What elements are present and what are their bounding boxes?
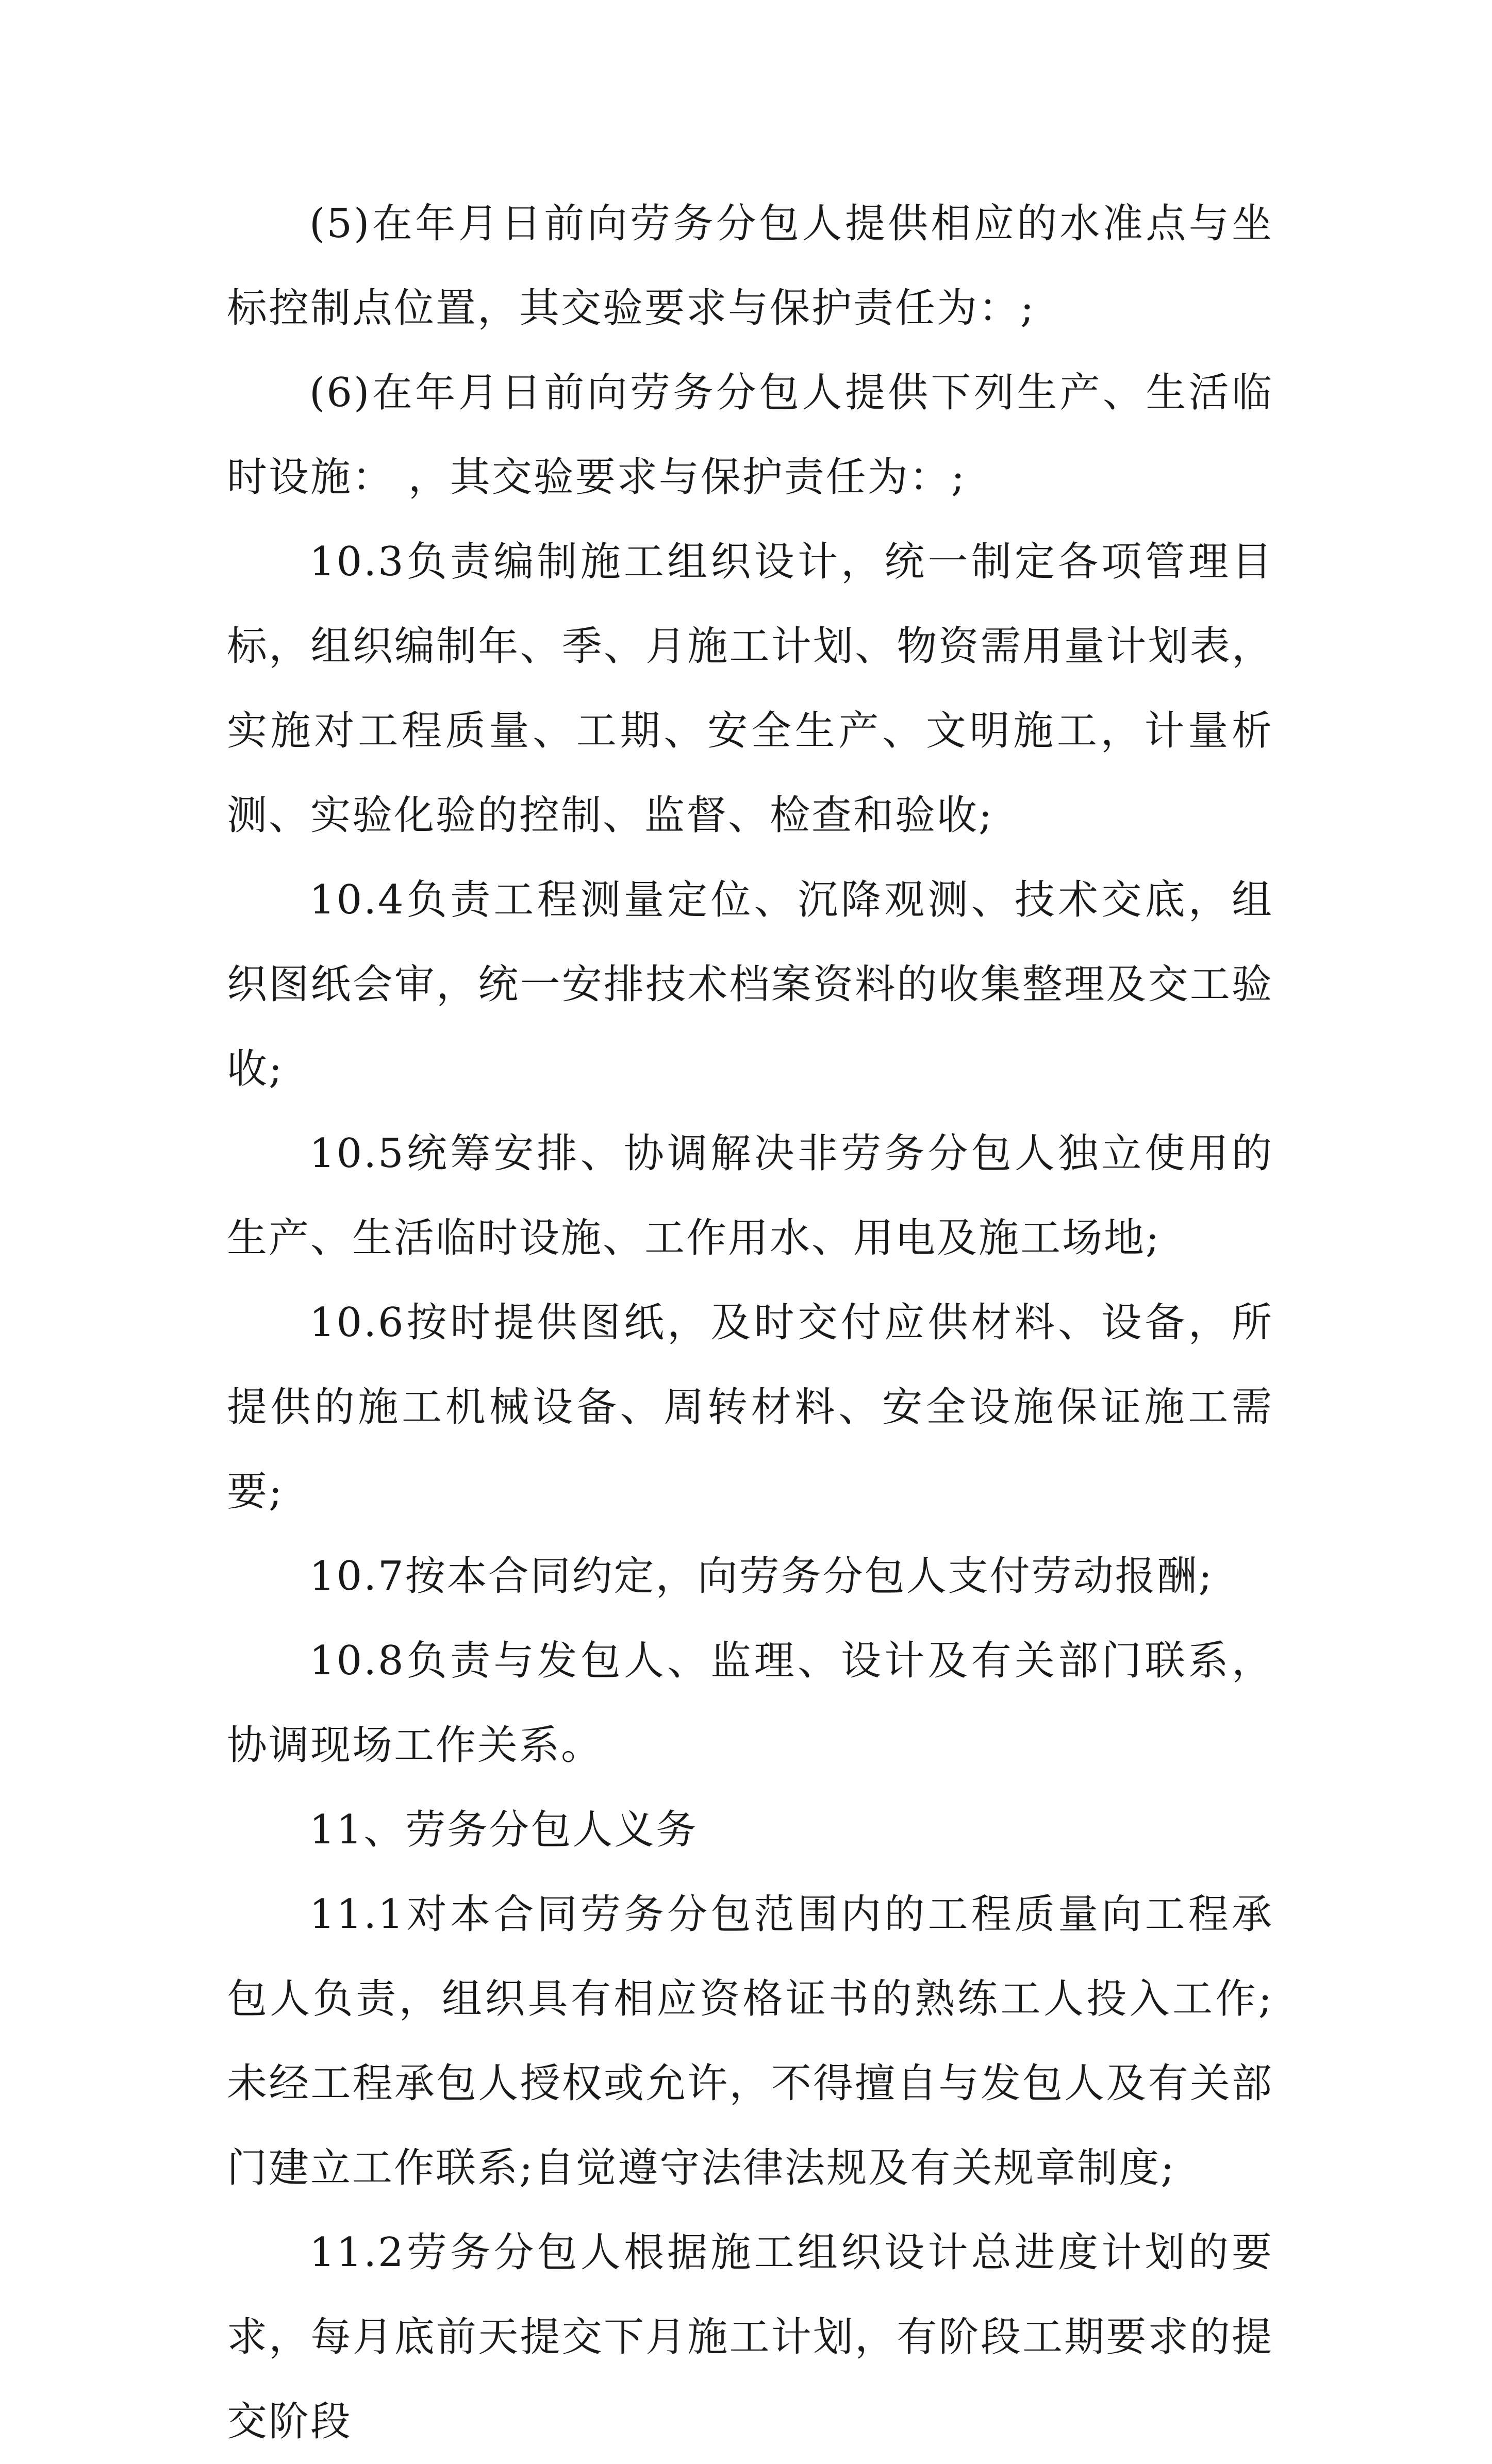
paragraph-10-6: 10.6按时提供图纸，及时交付应供材料、设备，所提供的施工机械设备、周转材料、安全设施保证施工需要; (227, 1300, 1273, 1515)
paragraph-5: (5)在年月日前向劳务分包人提供相应的水准点与坐标控制点位置，其交验要求与保护责任为：; (227, 201, 1273, 331)
paragraph-10-3: 10.3负责编制施工组织设计，统一制定各项管理目标，组织编制年、季、月施工计划、物资需用量计划表，实施对工程质量、工期、安全生产、文明施工，计量析测、实验化验的控制、监督、检查和验收; (227, 539, 1273, 839)
paragraph-11-1: 11.1对本合同劳务分包范围内的工程质量向工程承包人负责，组织具有相应资格证书的熟练工人投入工作;未经工程承包人授权或允许，不得擅自与发包人及有关部门建立工作联系;自觉遵守法律法规及有关规章制度; (227, 1891, 1273, 2191)
paragraph-10-8: 10.8负责与发包人、监理、设计及有关部门联系，协调现场工作关系。 (227, 1638, 1273, 1769)
paragraph-10-7: 10.7按本合同约定，向劳务分包人支付劳动报酬; (309, 1553, 1214, 1600)
paragraph-10-4: 10.4负责工程测量定位、沉降观测、技术交底，组织图纸会审，统一安排技术档案资料的收集整理及交工验收; (227, 877, 1273, 1092)
paragraph-11-2: 11.2劳务分包人根据施工组织设计总进度计划的要求，每月底前天提交下月施工计划，有阶段工期要求的提交阶段 (227, 2229, 1273, 2445)
document-body (227, 181, 1273, 2464)
paragraph-6: (6)在年月日前向劳务分包人提供下列生产、生活临时设施： ，其交验要求与保护责任为：; (227, 370, 1273, 501)
section-heading-11: 11、劳务分包人义务 (309, 1807, 698, 1853)
paragraph-10-5: 10.5统筹安排、协调解决非劳务分包人独立使用的生产、生活临时设施、工作用水、用电及施工场地; (227, 1130, 1273, 1261)
